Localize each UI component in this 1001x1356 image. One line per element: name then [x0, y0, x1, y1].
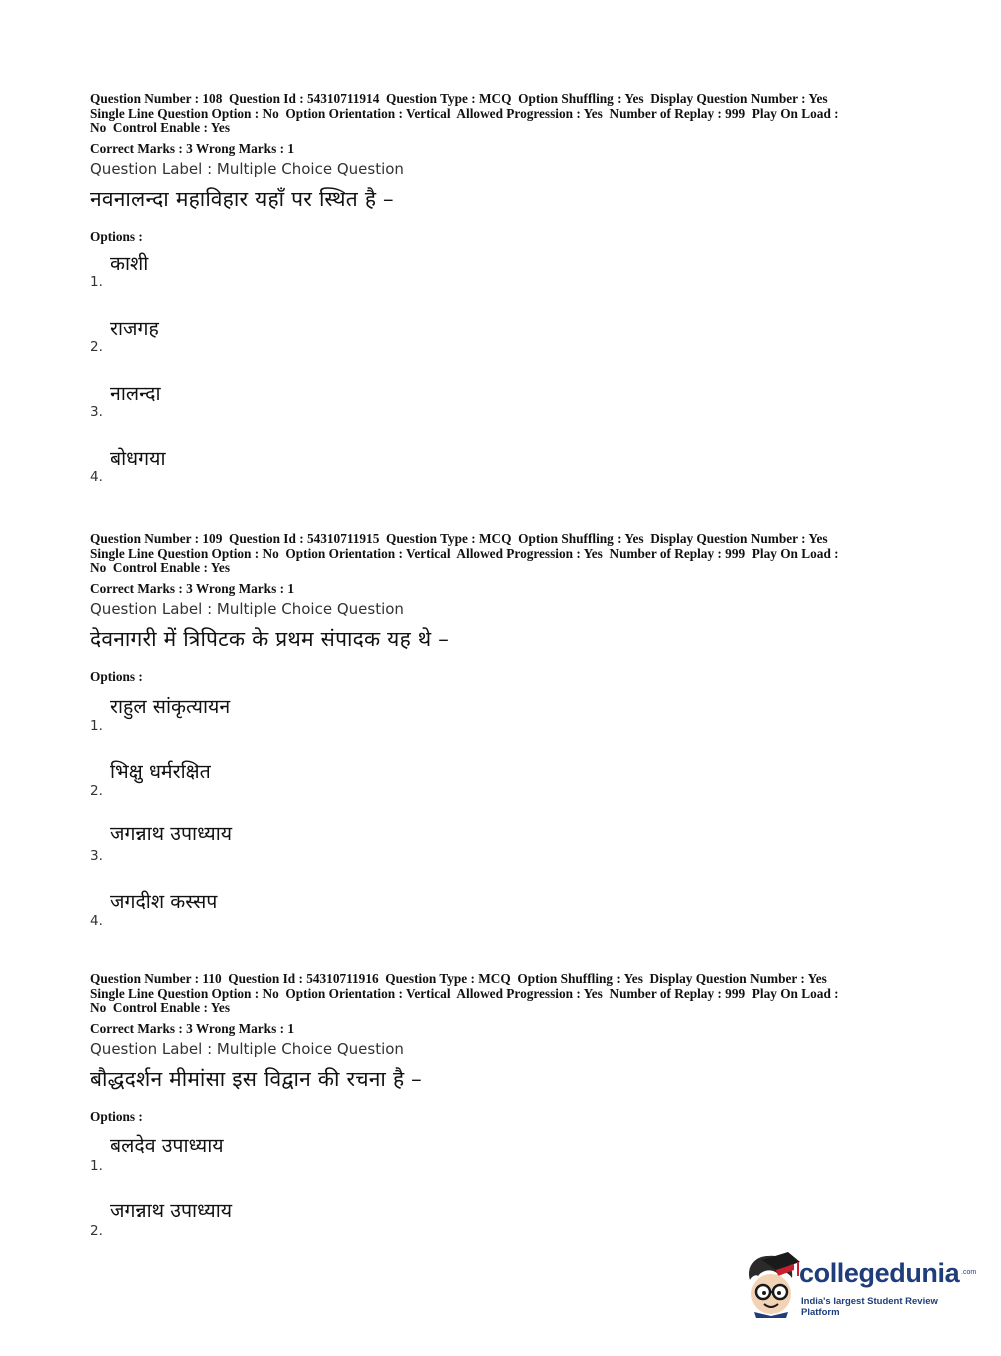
option-item[interactable] [90, 692, 920, 757]
logo-tagline: India's largest Student Review Platform [801, 1296, 938, 1318]
collegedunia-mascot-icon [742, 1250, 802, 1318]
question-block-108 [90, 92, 920, 512]
question-meta-line: No Control Enable : Yes [90, 560, 230, 575]
question-marks: Correct Marks : 3 Wrong Marks : 1 [90, 140, 294, 156]
option-number: 4. [90, 912, 103, 929]
option-item[interactable] [90, 822, 920, 887]
options-heading: Options : [90, 228, 143, 244]
option-number: 2. [90, 338, 103, 355]
logo-domain-suffix: .com [961, 1269, 977, 1276]
option-text: बोधगया [110, 446, 166, 470]
question-meta-line: Question Number : 110 Question Id : 54310711916 Question Type : MCQ Option Shuffling : Yes Display Question Number : Yes [90, 971, 827, 986]
option-text: राजगह [110, 316, 159, 340]
question-label: Question Label : Multiple Choice Question [90, 159, 404, 178]
option-item[interactable] [90, 1132, 920, 1197]
question-text: नवनालन्दा महाविहार यहाँ पर स्थित है – [90, 186, 394, 211]
question-meta-line: No Control Enable : Yes [90, 120, 230, 135]
option-number: 2. [90, 1222, 103, 1239]
option-item[interactable] [90, 317, 920, 382]
option-number: 1. [90, 273, 103, 290]
option-number: 1. [90, 1157, 103, 1174]
option-number: 2. [90, 782, 103, 799]
option-text: जगन्नाथ उपाध्याय [110, 821, 233, 845]
question-meta-line: Single Line Question Option : No Option Orientation : Vertical Allowed Progression : Yes Number of Replay : 999 Play On Load : [90, 985, 839, 1001]
collegedunia-logo [742, 1250, 977, 1325]
question-meta-line: No Control Enable : Yes [90, 1000, 230, 1015]
options-list [90, 252, 920, 512]
option-number: 3. [90, 403, 103, 420]
option-item[interactable] [90, 382, 920, 447]
question-meta-line: Question Number : 109 Question Id : 54310711915 Question Type : MCQ Option Shuffling : Yes Display Question Number : Yes [90, 531, 828, 546]
option-text: काशी [110, 251, 149, 275]
question-block-110 [90, 972, 920, 1262]
question-block-109 [90, 532, 920, 952]
option-text: बलदेव उपाध्याय [110, 1133, 224, 1157]
question-meta-line: Single Line Question Option : No Option Orientation : Vertical Allowed Progression : Yes Number of Replay : 999 Play On Load : [90, 545, 839, 561]
option-item[interactable] [90, 252, 920, 317]
options-heading: Options : [90, 668, 143, 684]
option-text: राहुल सांकृत्यायन [110, 694, 231, 718]
options-list [90, 692, 920, 952]
option-item[interactable] [90, 887, 920, 952]
options-list [90, 1132, 920, 1262]
option-number: 4. [90, 468, 103, 485]
option-item[interactable] [90, 757, 920, 822]
question-meta-line: Question Number : 108 Question Id : 54310711914 Question Type : MCQ Option Shuffling : Yes Display Question Number : Yes [90, 91, 828, 106]
question-label: Question Label : Multiple Choice Question [90, 1039, 404, 1058]
question-meta-line: Single Line Question Option : No Option Orientation : Vertical Allowed Progression : Yes Number of Replay : 999 Play On Load : [90, 105, 839, 121]
option-text: जगदीश कस्सप [110, 889, 218, 913]
logo-wordmark: collegedunia [799, 1258, 960, 1288]
question-text: बौद्धदर्शन मीमांसा इस विद्वान की रचना है – [90, 1066, 422, 1091]
options-heading: Options : [90, 1108, 143, 1124]
option-text: भिक्षु धर्मरक्षित [110, 759, 211, 783]
question-marks: Correct Marks : 3 Wrong Marks : 1 [90, 580, 294, 596]
option-text: जगन्नाथ उपाध्याय [110, 1198, 233, 1222]
option-item[interactable] [90, 447, 920, 512]
option-text: नालन्दा [110, 381, 161, 405]
question-marks: Correct Marks : 3 Wrong Marks : 1 [90, 1020, 294, 1036]
option-number: 1. [90, 717, 103, 734]
option-number: 3. [90, 847, 103, 864]
question-text: देवनागरी में त्रिपिटक के प्रथम संपादक यह थे – [90, 626, 449, 651]
question-label: Question Label : Multiple Choice Question [90, 599, 404, 618]
